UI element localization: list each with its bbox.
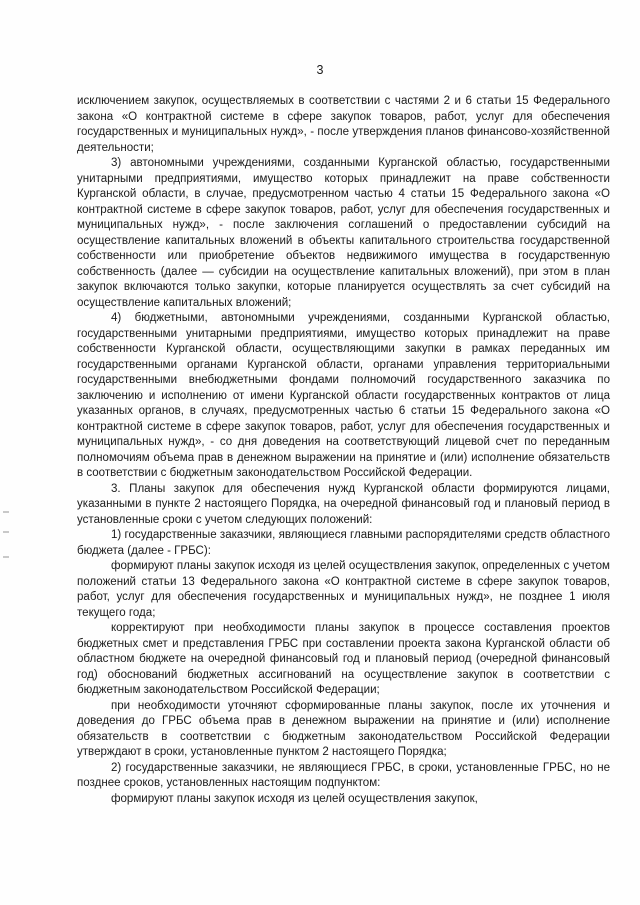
paragraph: 2) государственные заказчики, не являющиеся ГРБС, в сроки, установленные ГРБС, но не позднее сроков, установленных настоящим подпунктом: <box>77 761 610 789</box>
page-number: 3 <box>316 63 324 77</box>
paragraph: 3. Планы закупок для обеспечения нужд Курганской области формируются лицами, указанными в пункте 2 настоящего Порядка, на очередной финансовый год и плановый период в установленные сроки с учетом следующих положений: <box>77 482 610 526</box>
margin-scan-mark <box>3 511 9 513</box>
paragraph: исключением закупок, осуществляемых в соответствии с частями 2 и 6 статьи 15 Федерального закона «О контрактной системе в сфере закупок товаров, работ, услуг для обеспечения государственных и муниципальных нужд», - после утверждения планов финансово-хозяйственной деятельности; <box>77 95 610 154</box>
paragraph: 1) государственные заказчики, являющиеся главными распорядителями средств областного бюджета (далее - ГРБС): <box>77 529 610 557</box>
document-body <box>77 94 610 807</box>
margin-scan-mark <box>3 531 9 533</box>
paragraph: формируют планы закупок исходя из целей осуществления закупок, определенных с учетом положений статьи 13 Федерального закона «О контрактной системе в сфере закупок товаров, работ, услуг для обеспечения государственных и муниципальных нужд», не позднее 1 июля текущего года; <box>77 560 610 619</box>
paragraph: корректируют при необходимости планы закупок в процессе составления проектов бюджетных смет и представления ГРБС при составлении проекта закона Курганской области об областном бюджете на очередной финансовый год и плановый период (очередной финансовый год) обоснований бюджетных ассигнований на осуществление закупок в соответствии с бюджетным законодательством Российской Федерации; <box>77 622 610 696</box>
margin-scan-mark <box>3 556 9 558</box>
paragraph: при необходимости уточняют сформированные планы закупок, после их уточнения и доведения до ГРБС объема прав в денежном выражении на принятие и (или) исполнение обязательств в соответствии с бюджетным законодательством Российской Федерации утверждают в сроки, установленные пунктом 2 настоящего Порядка; <box>77 699 610 758</box>
paragraph: 4) бюджетными, автономными учреждениями, созданными Курганской областью, государственными унитарными предприятиями, имущество которых принадлежит на праве собственности Курганской области, осуществляющими закупки в рамках переданных им государственными органами Курганской области, органами управления территориальными государственными внебюджетными фондами полномочий государственного заказчика по заключению и исполнению от имени Курганской области государственных контрактов от лица указанных органов, в случаях, предусмотренных частью 6 статьи 15 Федерального закона «О контрактной системе в сфере закупок товаров, работ, услуг для обеспечения государственных и муниципальных нужд», - со дня доведения на соответствующий лицевой счет по переданным полномочиям объема прав в денежном выражении на принятие и (или) исполнение обязательств в соответствии с бюджетным законодательством Российской Федерации. <box>77 312 610 479</box>
paragraph: 3) автономными учреждениями, созданными Курганской областью, государственными унитарными предприятиями, имущество которых принадлежит на праве собственности Курганской области, в случае, предусмотренном частью 4 статьи 15 Федерального закона «О контрактной системе в сфере закупок товаров, работ, услуг для обеспечения государственных и муниципальных нужд», - после заключения соглашений о предоставлении субсидий на осуществление капитальных вложений в объекты капитального строительства государственной собственности или приобретение объектов недвижимого имущества в государственную собственность (далее — субсидии на осуществление капитальных вложений), при этом в план закупок включаются только закупки, которые планируется осуществлять за счет субсидий на осуществление капитальных вложений; <box>77 157 610 309</box>
paragraph: формируют планы закупок исходя из целей осуществления закупок, <box>111 792 478 805</box>
